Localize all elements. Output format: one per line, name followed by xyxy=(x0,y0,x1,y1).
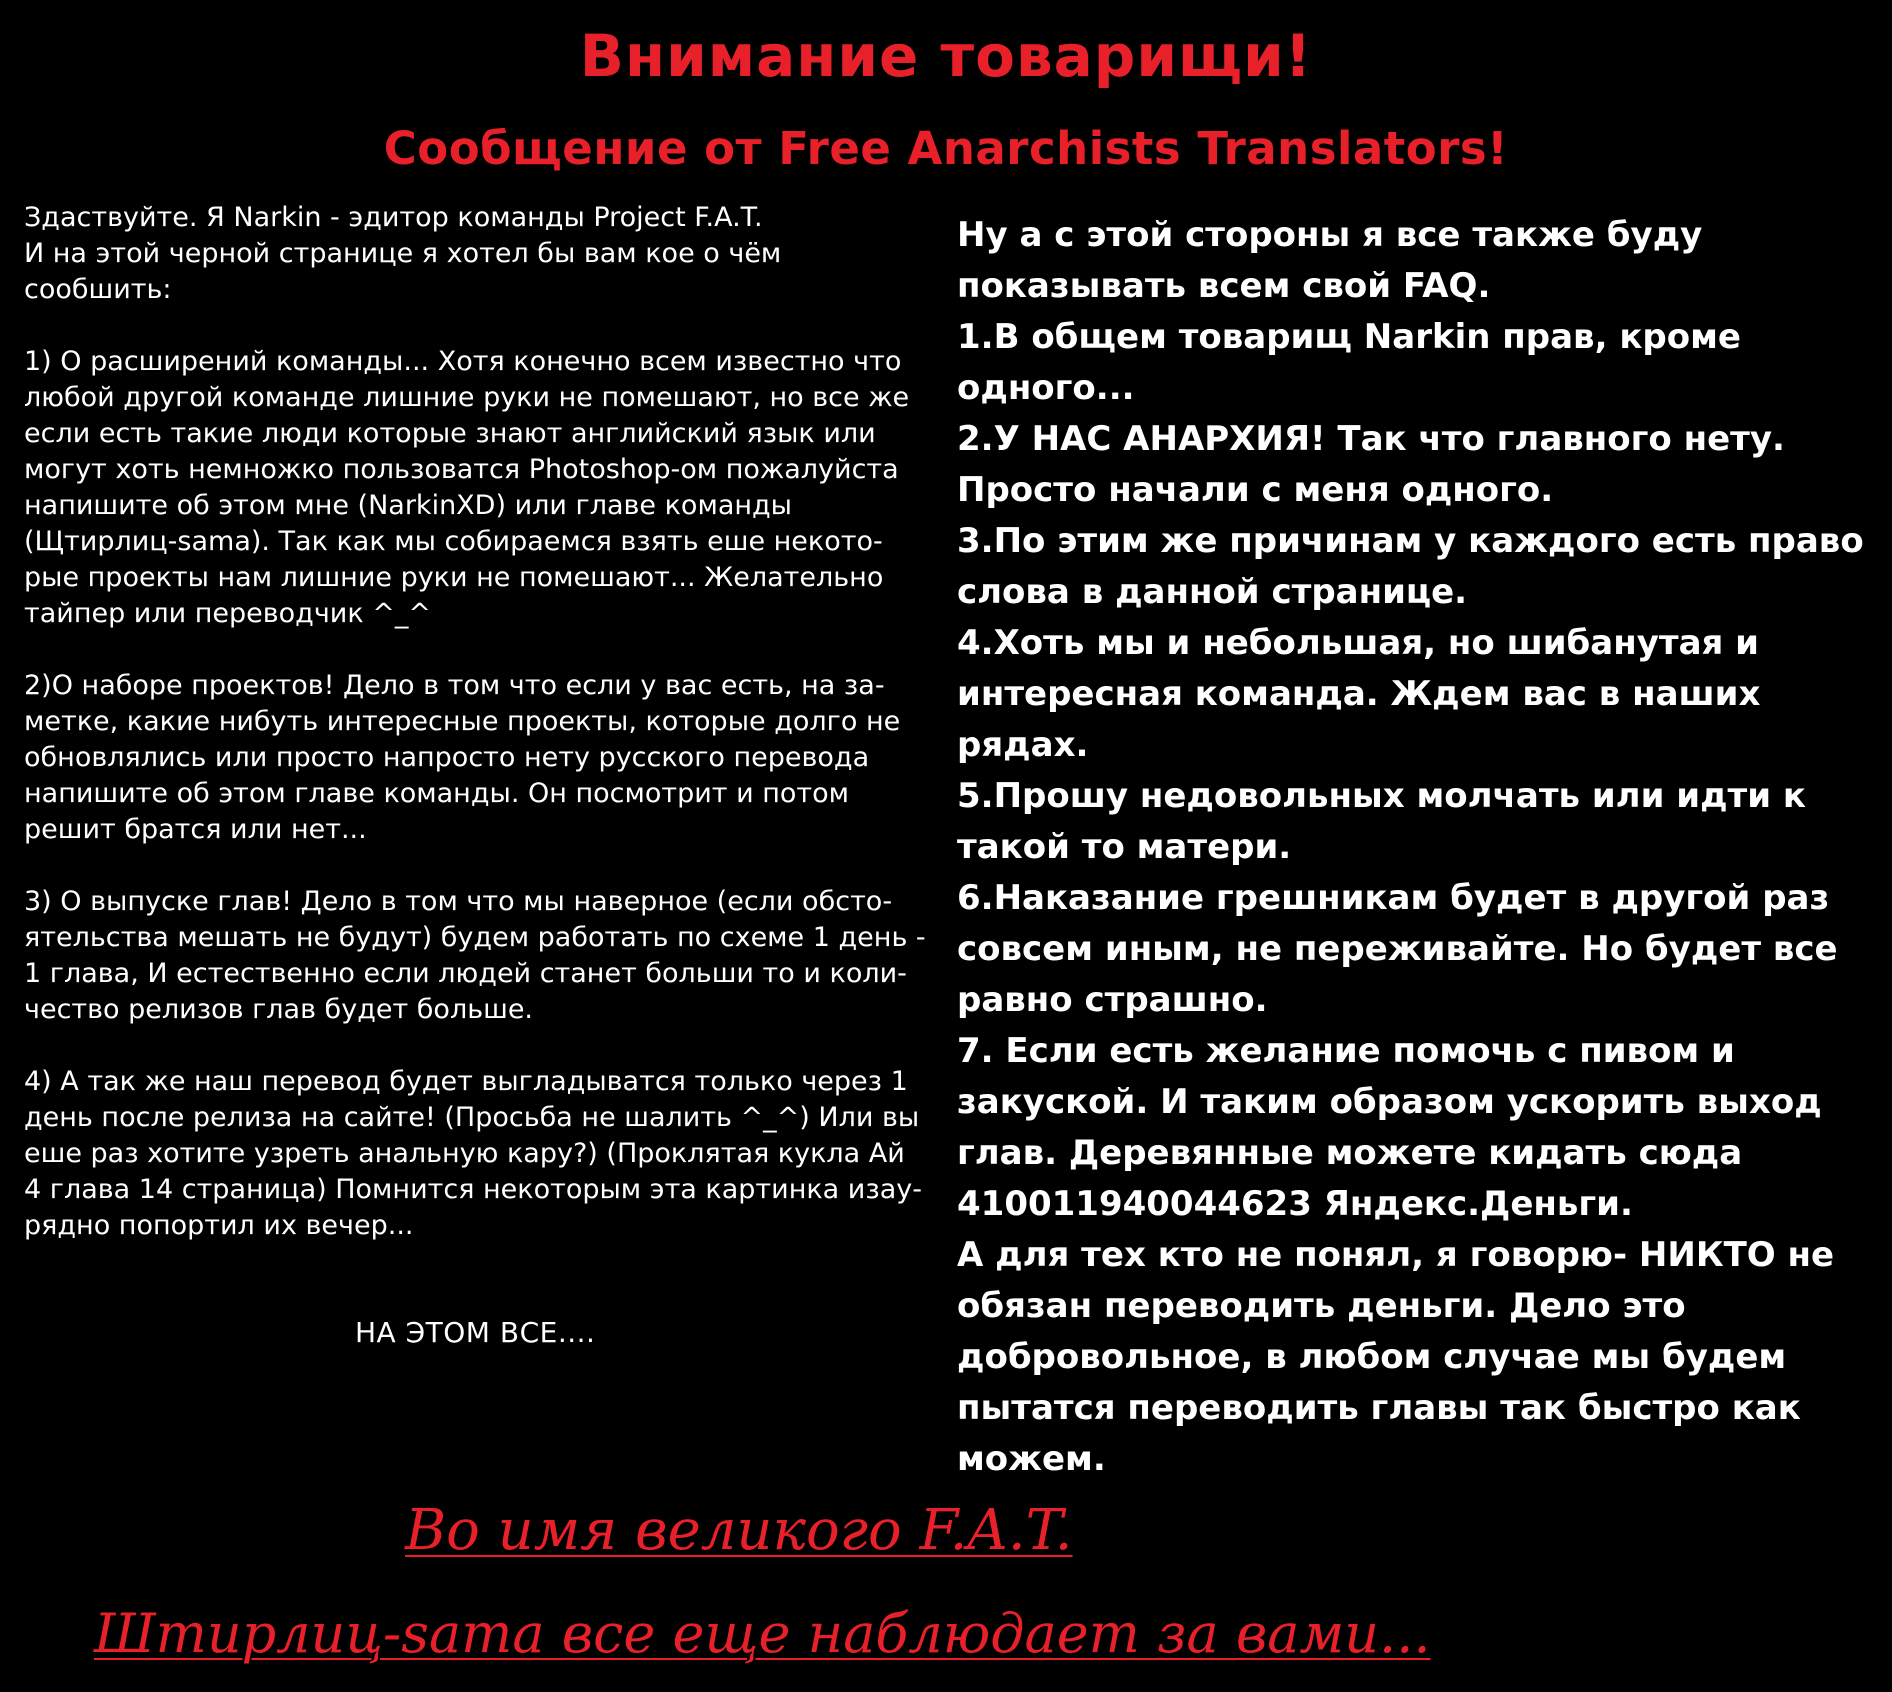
faq-column xyxy=(957,210,1872,1485)
faq-line: интересная команда. Ждем вас в наших рядах. xyxy=(957,674,1761,765)
paragraph-translation-timing: 4) А так же наш перевод будет выгладыватся только через 1 день после релиза на сайте! (Просьба не шалить ^_^) Или вы еше раз хотите узреть анальную кару?) (Проклятая кукла Ай 4 глава 14 страница) Помнится некоторым эта картинка изау- рядно попортил их вечер... xyxy=(24,1066,922,1241)
faq-line: 3.По этим же причинам у каждого есть право xyxy=(957,521,1864,561)
faq-line: пытатся переводить главы так быстро как xyxy=(957,1388,1801,1428)
faq-line: А для тех кто не понял, я говорю- НИКТО не xyxy=(957,1235,1835,1275)
faq-line: 1.В общем товарищ Narkin прав, кроме xyxy=(957,317,1741,357)
faq-line: 7. Если есть желание помочь с пивом и xyxy=(957,1031,1735,1071)
faq-line: закуской. И таким образом ускорить выход xyxy=(957,1082,1822,1122)
paragraph-chapter-release: 3) О выпуске глав! Дело в том что мы наверное (если обсто- ятельства мешать не будут) будем работать по схеме 1 день - 1 глава, И естественно если людей станет больши то и коли- чество релизов глав будет больше. xyxy=(24,886,926,1025)
paragraph-team-expansion: 1) О расширений команды... Хотя конечно всем известно что любой другой команде лишние руки не помешают, но все же если есть такие люди которые знают английский язык или могут хоть немножко пользоватся Photoshop-ом пожалуйста напишите об этом мне (NarkinXD) или главе команды (Щтирлиц-sama). Так как мы собираемся взять еше некото- рые проекты нам лишние руки не помешают... Желательно тайпер или переводчик ^_^ xyxy=(24,346,910,629)
faq-line: 6.Наказание грешникам будет в другой раз xyxy=(957,878,1830,918)
faq-line: добровольное, в любом случае мы будем xyxy=(957,1337,1787,1377)
signature-line-1: Во имя великого F.A.T. xyxy=(405,1498,1073,1563)
faq-line: слова в данной странице. xyxy=(957,572,1468,612)
left-column xyxy=(24,200,926,1280)
faq-line: глав. Деревянные можете кидать сюда xyxy=(957,1133,1743,1173)
faq-line: 4.Хоть мы и небольшая, но шибанутая и xyxy=(957,623,1760,663)
faq-line: Просто начали с меня одного. xyxy=(957,470,1554,510)
faq-line: 410011940044623 Яндекс.Деньги. xyxy=(957,1184,1633,1224)
faq-line: можем. xyxy=(957,1439,1106,1479)
faq-line: показывать всем свой FAQ. xyxy=(957,266,1491,306)
faq-line: Ну а с этой стороны я все также буду xyxy=(957,215,1703,255)
signature-line-2: Штирлиц-sama все еще наблюдает за вами... xyxy=(94,1602,1431,1665)
faq-line: одного... xyxy=(957,368,1135,408)
faq-line: 5.Прошу недовольных молчать или идти к xyxy=(957,776,1806,816)
faq-line: обязан переводить деньги. Дело это xyxy=(957,1286,1686,1326)
intro-paragraph: Здаствуйте. Я Narkin - эдитор команды Project F.A.T. И на этой черной странице я хотел бы вам кое о чём сообшить: xyxy=(24,202,782,305)
faq-line: равно страшно. xyxy=(957,980,1268,1020)
faq-line: совсем иным, не переживайте. Но будет все xyxy=(957,929,1838,969)
faq-line: такой то матери. xyxy=(957,827,1292,867)
page-subtitle: Сообщение от Free Anarchists Translators! xyxy=(383,122,1509,175)
faq-line: 2.У НАС АНАРХИЯ! Так что главного нету. xyxy=(957,419,1785,459)
paragraph-project-selection: 2)О наборе проектов! Дело в том что если у вас есть, на за- метке, какие нибуть интересные проекты, которые долго не обновлялись или просто напросто нету русского перевода напишите об этом главе команды. Он посмотрит и потом решит братся или нет... xyxy=(24,670,901,845)
closing-text: НА ЭТОМ ВСЕ.... xyxy=(355,1316,596,1349)
page-title: Внимание товарищи! xyxy=(579,22,1313,90)
